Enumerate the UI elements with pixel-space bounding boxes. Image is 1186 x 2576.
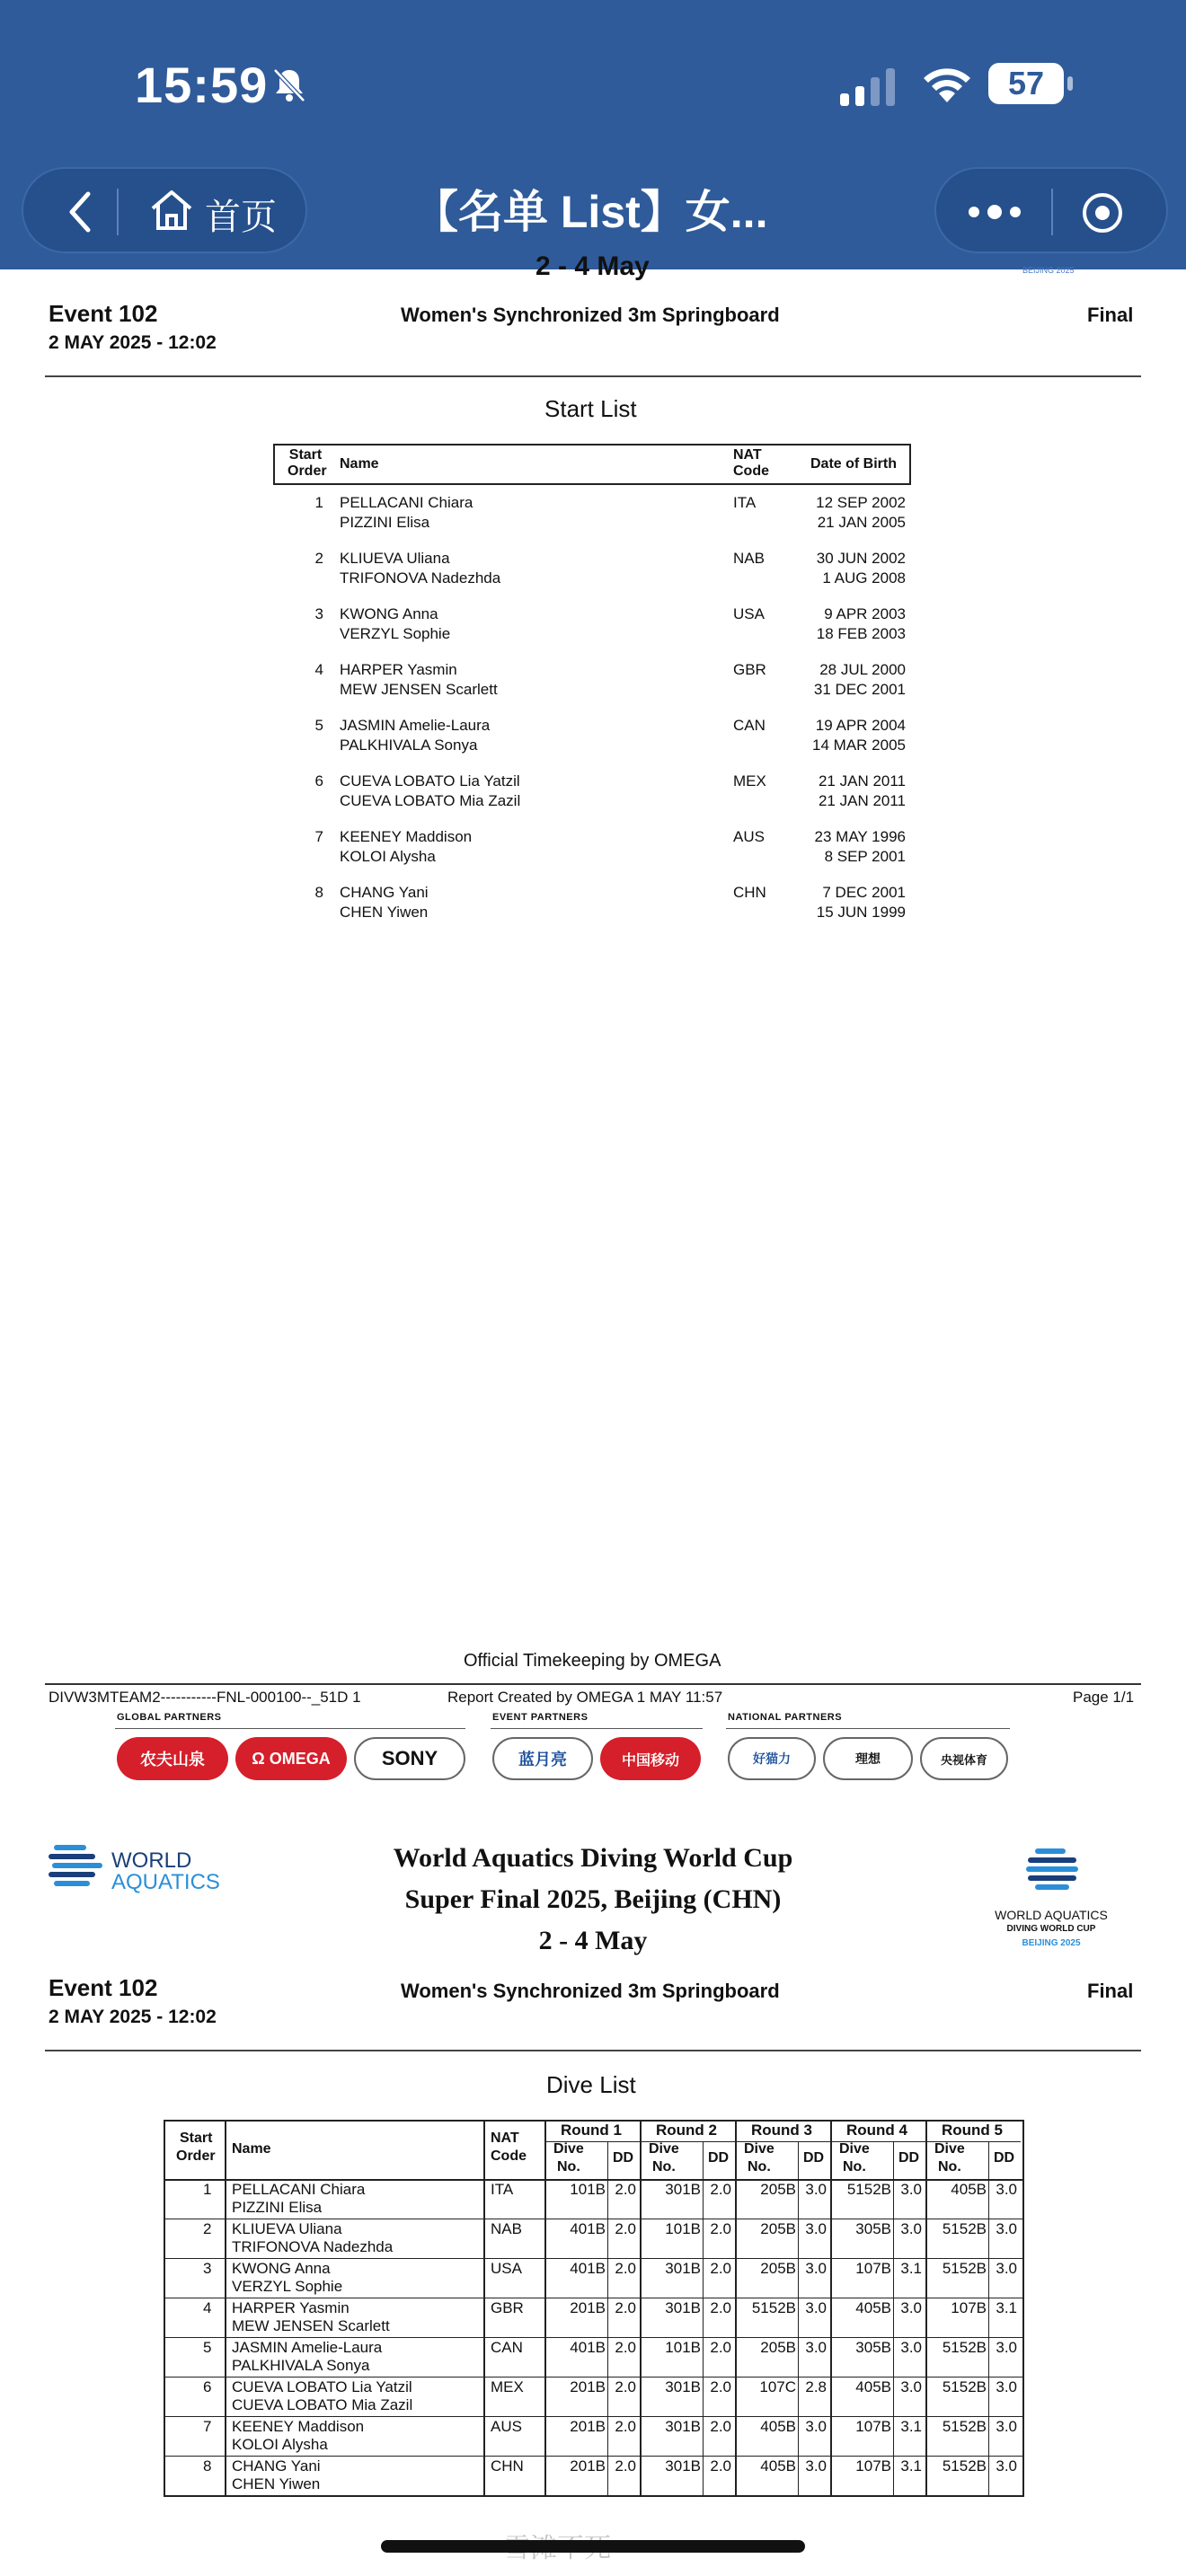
dive-number: 5152B <box>846 2181 891 2198</box>
degree-of-difficulty: 3.1 <box>900 2457 922 2475</box>
start-order: 3 <box>314 605 323 622</box>
home-indicator[interactable] <box>381 2540 805 2553</box>
athlete-name: PELLACANI Chiara <box>232 2181 366 2198</box>
header-rule <box>45 2050 1141 2051</box>
start-list-row <box>0 492 1186 548</box>
table-gridline <box>1022 2120 1024 2497</box>
athlete-name: KOLOI Alysha <box>232 2436 328 2453</box>
event-phase: Final <box>1087 1980 1134 2002</box>
header-dive-no: Dive <box>744 2141 774 2157</box>
date-of-birth: 31 DEC 2001 <box>813 681 906 698</box>
degree-of-difficulty: 2.0 <box>615 2181 636 2198</box>
header-dd: DD <box>708 2150 730 2166</box>
start-order: 8 <box>203 2457 212 2475</box>
date-of-birth: 21 JAN 2011 <box>818 792 906 809</box>
table-gridline <box>164 2120 165 2495</box>
athlete-name: CUEVA LOBATO Mia Zazil <box>232 2396 413 2413</box>
degree-of-difficulty: 2.0 <box>615 2378 636 2395</box>
start-order: 4 <box>314 661 323 678</box>
global-partners-label: GLOBAL PARTNERS <box>117 1712 222 1723</box>
start-list-row <box>0 715 1186 771</box>
event-partners-label: EVENT PARTNERS <box>492 1712 589 1723</box>
start-order: 2 <box>203 2220 212 2237</box>
degree-of-difficulty: 3.0 <box>996 2418 1017 2435</box>
dive-number: 301B <box>665 2181 701 2198</box>
start-order: 5 <box>203 2339 212 2356</box>
dive-number: 401B <box>570 2339 606 2356</box>
athlete-name: JASMIN Amelie-Laura <box>340 717 491 734</box>
degree-of-difficulty: 3.1 <box>900 2418 922 2435</box>
degree-of-difficulty: 3.0 <box>996 2260 1017 2277</box>
mute-bell-icon <box>270 65 309 104</box>
start-list-row <box>0 882 1186 938</box>
start-order: 5 <box>314 717 323 734</box>
event-phase: Final <box>1087 304 1134 326</box>
row-divider <box>164 2258 1022 2259</box>
start-list-row <box>0 548 1186 604</box>
date-of-birth: 7 DEC 2001 <box>822 884 906 901</box>
start-list-row <box>0 659 1186 715</box>
footer-rule <box>45 1683 1141 1685</box>
athlete-name: JASMIN Amelie-Laura <box>232 2339 383 2356</box>
start-order: 7 <box>314 828 323 845</box>
header-dive-no: Dive <box>649 2141 679 2157</box>
footer-page-number: Page 1/1 <box>1073 1689 1135 1706</box>
table-gridline <box>798 2141 799 2495</box>
header-dive-no: No. <box>938 2159 961 2175</box>
header-name: Name <box>340 456 379 472</box>
date-of-birth: 23 MAY 1996 <box>814 828 906 845</box>
start-order: 6 <box>203 2378 212 2395</box>
event-discipline: Women's Synchronized 3m Springboard <box>401 304 780 326</box>
degree-of-difficulty: 3.1 <box>900 2260 922 2277</box>
partners-divider <box>115 1728 465 1729</box>
date-of-birth: 9 APR 2003 <box>824 605 906 622</box>
sponsor-logo-chinamobile: 中国移动 <box>600 1737 701 1780</box>
nat-code: CHN <box>491 2457 524 2475</box>
header-round: Round 5 <box>942 2122 1003 2139</box>
competition-title-line1: World Aquatics Diving World Cup <box>393 1843 793 1873</box>
header-round: Round 3 <box>751 2122 812 2139</box>
home-button-label[interactable]: 首页 <box>205 198 277 237</box>
nat-code: GBR <box>733 661 766 678</box>
dive-number: 5152B <box>942 2378 987 2395</box>
footer-report-code: DIVW3MTEAM2-----------FNL-000100--_51D 1 <box>49 1689 361 1706</box>
clipped-logo-text: BEIJING 2025 <box>1022 266 1075 275</box>
athlete-name: VERZYL Sophie <box>232 2278 343 2295</box>
degree-of-difficulty: 3.0 <box>900 2181 922 2198</box>
degree-of-difficulty: 2.0 <box>710 2260 731 2277</box>
table-gridline <box>988 2141 989 2495</box>
right-logo-line2: DIVING WORLD CUP <box>1006 1924 1096 1934</box>
event-number: Event 102 <box>49 1974 158 2001</box>
start-order: 1 <box>314 494 323 511</box>
degree-of-difficulty: 2.0 <box>615 2457 636 2475</box>
header-round: Round 1 <box>561 2122 622 2139</box>
athlete-name: PIZZINI Elisa <box>232 2199 323 2216</box>
header-start-order: Start <box>180 2130 213 2146</box>
athlete-name: CUEVA LOBATO Mia Zazil <box>340 792 521 809</box>
header-dive-no: Dive <box>839 2141 870 2157</box>
dive-list-title: Dive List <box>546 2071 636 2098</box>
start-order: 3 <box>203 2260 212 2277</box>
start-list-row <box>0 826 1186 882</box>
dive-number: 5152B <box>942 2418 987 2435</box>
date-of-birth: 21 JAN 2005 <box>817 514 906 531</box>
nat-code: MEX <box>491 2378 524 2395</box>
header-dd: DD <box>898 2150 920 2166</box>
nat-code: NAB <box>491 2220 522 2237</box>
header-dd: DD <box>613 2150 634 2166</box>
header-dive-no: Dive <box>934 2141 965 2157</box>
competition-title-line2: Super Final 2025, Beijing (CHN) <box>404 1884 782 1914</box>
degree-of-difficulty: 2.0 <box>615 2339 636 2356</box>
athlete-name: KLIUEVA Uliana <box>340 550 450 567</box>
start-order: 1 <box>203 2181 212 2198</box>
row-divider <box>164 2456 1022 2457</box>
athlete-name: HARPER Yasmin <box>340 661 457 678</box>
dive-number: 5152B <box>942 2220 987 2237</box>
nat-code: MEX <box>733 772 766 790</box>
start-list-row <box>0 771 1186 826</box>
dive-number: 101B <box>665 2339 701 2356</box>
degree-of-difficulty: 3.1 <box>996 2299 1017 2316</box>
dive-number: 107B <box>855 2418 891 2435</box>
degree-of-difficulty: 2.0 <box>615 2220 636 2237</box>
degree-of-difficulty: 3.0 <box>805 2418 827 2435</box>
athlete-name: MEW JENSEN Scarlett <box>340 681 498 698</box>
dive-number: 401B <box>570 2220 606 2237</box>
degree-of-difficulty: 3.0 <box>996 2339 1017 2356</box>
athlete-name: MEW JENSEN Scarlett <box>232 2317 390 2334</box>
page-title: 【名单 List】女... <box>413 187 768 237</box>
table-gridline <box>164 2495 1022 2497</box>
dive-number: 301B <box>665 2378 701 2395</box>
cellular-signal-icon <box>840 68 896 106</box>
athlete-name: KLIUEVA Uliana <box>232 2220 342 2237</box>
header-dd: DD <box>803 2150 825 2166</box>
right-logo-line3: BEIJING 2025 <box>1022 1938 1081 1948</box>
nav-right-capsule <box>934 167 1168 253</box>
header-dive-no: No. <box>557 2159 580 2175</box>
header-dd: DD <box>994 2150 1015 2166</box>
competition-title-line3: 2 - 4 May <box>538 1926 648 1955</box>
close-miniprogram-icon[interactable] <box>1080 190 1125 235</box>
athlete-name: HARPER Yasmin <box>232 2299 350 2316</box>
dive-number: 401B <box>570 2260 606 2277</box>
nat-code: USA <box>733 605 765 622</box>
event-number: Event 102 <box>49 300 158 327</box>
table-gridline <box>607 2141 608 2495</box>
athlete-name: PALKHIVALA Sonya <box>340 737 478 754</box>
degree-of-difficulty: 3.0 <box>996 2457 1017 2475</box>
wifi-icon <box>921 63 973 106</box>
dive-number: 107B <box>951 2299 987 2316</box>
degree-of-difficulty: 2.0 <box>710 2299 731 2316</box>
dive-number: 107B <box>855 2260 891 2277</box>
table-gridline <box>483 2120 485 2495</box>
dive-number: 405B <box>855 2378 891 2395</box>
header-start-order: Start Order <box>288 447 327 479</box>
dive-number: 201B <box>570 2299 606 2316</box>
dive-number: 201B <box>570 2378 606 2395</box>
event-discipline: Women's Synchronized 3m Springboard <box>401 1980 780 2002</box>
nat-code: USA <box>491 2260 522 2277</box>
battery-icon <box>988 63 1075 106</box>
degree-of-difficulty: 3.0 <box>805 2260 827 2277</box>
timekeeping-note: Official Timekeeping by OMEGA <box>464 1651 721 1671</box>
row-divider <box>164 2377 1022 2378</box>
event-date: 2 MAY 2025 - 12:02 <box>49 332 217 353</box>
header-nat-code: Code <box>491 2148 527 2164</box>
table-gridline <box>703 2141 704 2495</box>
athlete-name: KEENEY Maddison <box>340 828 473 845</box>
dive-number: 107C <box>759 2378 796 2395</box>
degree-of-difficulty: 2.0 <box>710 2457 731 2475</box>
date-of-birth: 8 SEP 2001 <box>824 848 906 865</box>
nat-code: GBR <box>491 2299 524 2316</box>
home-icon[interactable] <box>149 189 194 232</box>
row-divider <box>164 2337 1022 2338</box>
row-divider <box>164 2416 1022 2417</box>
world-aquatics-logo-line2: AQUATICS <box>111 1870 220 1894</box>
header-round: Round 4 <box>846 2122 907 2139</box>
table-gridline <box>893 2141 894 2495</box>
athlete-name: KEENEY Maddison <box>232 2418 365 2435</box>
header-dive-no: No. <box>843 2159 866 2175</box>
partners-divider <box>726 1728 1010 1729</box>
date-of-birth: 18 FEB 2003 <box>816 625 906 642</box>
dive-number: 301B <box>665 2299 701 2316</box>
capsule-divider <box>1051 189 1053 235</box>
athlete-name: CHANG Yani <box>232 2457 321 2475</box>
dive-number: 301B <box>665 2260 701 2277</box>
degree-of-difficulty: 3.0 <box>996 2378 1017 2395</box>
header-round: Round 2 <box>656 2122 717 2139</box>
date-of-birth: 19 APR 2004 <box>815 717 906 734</box>
degree-of-difficulty: 2.0 <box>710 2220 731 2237</box>
dive-number: 101B <box>665 2220 701 2237</box>
date-of-birth: 30 JUN 2002 <box>816 550 906 567</box>
dive-number: 305B <box>855 2339 891 2356</box>
dive-number: 5152B <box>751 2299 796 2316</box>
athlete-name: PELLACANI Chiara <box>340 494 474 511</box>
degree-of-difficulty: 3.0 <box>900 2299 922 2316</box>
dive-number: 101B <box>570 2181 606 2198</box>
header-dob: Date of Birth <box>810 456 897 472</box>
dive-number: 301B <box>665 2418 701 2435</box>
degree-of-difficulty: 2.0 <box>710 2418 731 2435</box>
header-nat-code: NAT Code <box>733 447 769 479</box>
header-nat-code: NAT <box>491 2130 519 2146</box>
nat-code: CAN <box>491 2339 523 2356</box>
degree-of-difficulty: 2.0 <box>615 2299 636 2316</box>
sponsor-logo-omega: Ω OMEGA <box>235 1737 347 1780</box>
back-chevron-icon[interactable] <box>63 189 99 235</box>
athlete-name: CHEN Yiwen <box>232 2475 321 2492</box>
clipped-date-heading: 2 - 4 May <box>535 251 650 281</box>
national-partners-label: NATIONAL PARTNERS <box>728 1712 843 1723</box>
header-start-order: Order <box>176 2148 216 2164</box>
status-time: 15:59 <box>135 57 269 113</box>
partners-divider <box>491 1728 703 1729</box>
dive-number: 201B <box>570 2457 606 2475</box>
degree-of-difficulty: 3.0 <box>996 2181 1017 2198</box>
athlete-name: VERZYL Sophie <box>340 625 451 642</box>
nat-code: ITA <box>491 2181 514 2198</box>
nat-code: AUS <box>491 2418 522 2435</box>
date-of-birth: 15 JUN 1999 <box>816 904 906 921</box>
dive-number: 107B <box>855 2457 891 2475</box>
capsule-divider <box>117 189 119 235</box>
nat-code: CHN <box>733 884 766 901</box>
sponsor-logo-cctv-sports: 央视体育 <box>920 1737 1008 1780</box>
diving-world-cup-logo-icon <box>1021 1847 1084 1901</box>
degree-of-difficulty: 2.0 <box>710 2378 731 2395</box>
sponsor-logo-lixiang: 理想 <box>823 1737 913 1780</box>
start-order: 2 <box>314 550 323 567</box>
athlete-name: CHANG Yani <box>340 884 429 901</box>
header-dive-no: No. <box>748 2159 771 2175</box>
dive-number: 405B <box>855 2299 891 2316</box>
start-order: 6 <box>314 772 323 790</box>
header-name: Name <box>232 2141 271 2157</box>
header-rule <box>45 375 1141 377</box>
degree-of-difficulty: 2.0 <box>615 2418 636 2435</box>
dive-number: 305B <box>855 2220 891 2237</box>
degree-of-difficulty: 2.8 <box>805 2378 827 2395</box>
degree-of-difficulty: 2.0 <box>710 2339 731 2356</box>
degree-of-difficulty: 2.0 <box>615 2260 636 2277</box>
sponsor-logo-sony: SONY <box>354 1737 465 1780</box>
dive-number: 205B <box>760 2181 796 2198</box>
nat-code: AUS <box>733 828 765 845</box>
date-of-birth: 12 SEP 2002 <box>816 494 906 511</box>
athlete-name: CUEVA LOBATO Lia Yatzil <box>232 2378 412 2395</box>
dive-number: 205B <box>760 2339 796 2356</box>
header-dive-no: Dive <box>553 2141 584 2157</box>
degree-of-difficulty: 3.0 <box>805 2339 827 2356</box>
athlete-name: KWONG Anna <box>340 605 438 622</box>
start-order: 7 <box>203 2418 212 2435</box>
athlete-name: KOLOI Alysha <box>340 848 436 865</box>
start-order: 8 <box>314 884 323 901</box>
dive-number: 5152B <box>942 2339 987 2356</box>
degree-of-difficulty: 3.0 <box>900 2220 922 2237</box>
dive-number: 301B <box>665 2457 701 2475</box>
start-order: 4 <box>203 2299 212 2316</box>
table-gridline <box>225 2120 226 2495</box>
start-list-row <box>0 604 1186 659</box>
wechat-top-bar <box>0 0 1186 269</box>
athlete-name: KWONG Anna <box>232 2260 331 2277</box>
nat-code: CAN <box>733 717 766 734</box>
right-logo-line1: WORLD AQUATICS <box>995 1908 1108 1922</box>
sponsor-logo-nongfu: 农夫山泉 <box>117 1737 228 1780</box>
header-dive-no: No. <box>652 2159 676 2175</box>
dive-number: 5152B <box>942 2457 987 2475</box>
athlete-name: CUEVA LOBATO Lia Yatzil <box>340 772 520 790</box>
date-of-birth: 1 AUG 2008 <box>822 569 906 587</box>
degree-of-difficulty: 3.0 <box>805 2299 827 2316</box>
dive-number: 5152B <box>942 2260 987 2277</box>
date-of-birth: 14 MAR 2005 <box>812 737 906 754</box>
dive-number: 205B <box>760 2220 796 2237</box>
athlete-name: CHEN Yiwen <box>340 904 429 921</box>
athlete-name: PIZZINI Elisa <box>340 514 430 531</box>
athlete-name: PALKHIVALA Sonya <box>232 2357 370 2374</box>
battery-level: 57 <box>1007 65 1045 101</box>
nat-code: ITA <box>733 494 757 511</box>
degree-of-difficulty: 3.0 <box>900 2378 922 2395</box>
degree-of-difficulty: 3.0 <box>805 2181 827 2198</box>
dive-number: 405B <box>760 2457 796 2475</box>
start-list-title: Start List <box>544 395 637 422</box>
degree-of-difficulty: 2.0 <box>710 2181 731 2198</box>
nav-left-capsule <box>22 167 307 253</box>
dive-number: 405B <box>760 2418 796 2435</box>
degree-of-difficulty: 3.0 <box>805 2220 827 2237</box>
sponsor-logo-haomao: 好猫力 <box>728 1737 816 1780</box>
sponsor-logo-bluemoon: 蓝月亮 <box>492 1737 593 1780</box>
athlete-name: TRIFONOVA Nadezhda <box>340 569 501 587</box>
dive-number: 405B <box>951 2181 987 2198</box>
degree-of-difficulty: 3.0 <box>900 2339 922 2356</box>
footer-report-created: Report Created by OMEGA 1 MAY 11:57 <box>447 1689 723 1706</box>
more-dots-icon[interactable] <box>963 194 1026 230</box>
nat-code: NAB <box>733 550 765 567</box>
world-aquatics-logo-line1: WORLD <box>111 1848 192 1873</box>
dive-number: 201B <box>570 2418 606 2435</box>
athlete-name: TRIFONOVA Nadezhda <box>232 2238 394 2255</box>
degree-of-difficulty: 3.0 <box>805 2457 827 2475</box>
dive-number: 205B <box>760 2260 796 2277</box>
date-of-birth: 28 JUL 2000 <box>819 661 906 678</box>
event-date: 2 MAY 2025 - 12:02 <box>49 2007 217 2027</box>
date-of-birth: 21 JAN 2011 <box>818 772 906 790</box>
degree-of-difficulty: 3.0 <box>996 2220 1017 2237</box>
